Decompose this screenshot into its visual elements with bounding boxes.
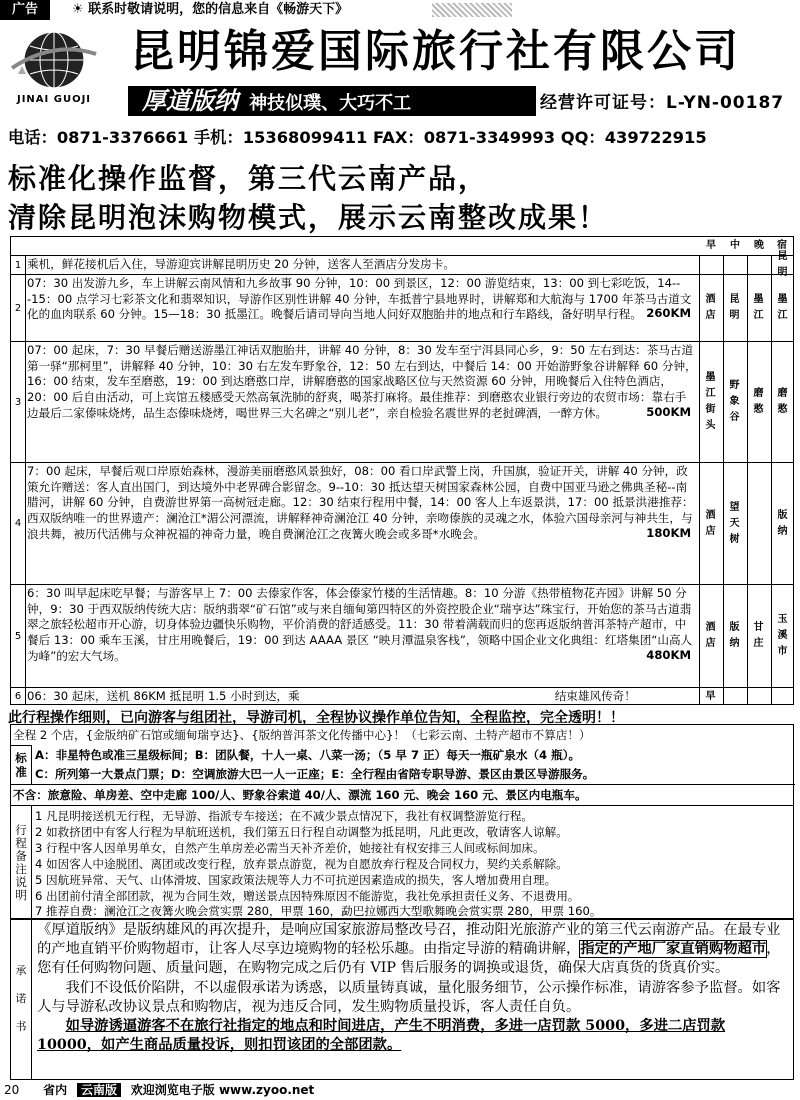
meal-dinner: 磨憨 — [747, 342, 769, 462]
itinerary-day-row — [11, 584, 793, 687]
decorative-hatch — [432, 3, 512, 17]
header-dinner: 晚 — [754, 240, 764, 251]
note-item: 3 行程中客人因单男单女，自然产生单房差必需当天补齐差价，她接社有权安排三人间或标间加床。 — [35, 841, 545, 855]
operation-note: 此行程操作细则，已向游客与组团社，导游司机，全程协议操作单位告知，全程监控，完全透明！！ — [8, 710, 624, 726]
meal-lunch — [723, 688, 745, 705]
distance-km: 480KM — [646, 647, 691, 662]
slogan-banner — [128, 86, 536, 116]
distance-km: 500KM — [646, 404, 691, 419]
distance-km: 180KM — [646, 525, 691, 540]
day-description: 7：00 起床，早餐后观口岸原始森林，漫游美丽磨憨风景独好，08：00 看口岸武警上岗，升国旗，验证开关，讲解 40 分钟，政策允许赠送：客人直出国门，到达境外中老界碑合影留念。9--10：30 抵达望天树国家森林公园，自费中国亚马逊之佛典圣秘--南腊河，讲解 60 分钟，自费游世界第一高树冠走廊。12：30 结束行程用中餐，14：00 客人上车返景洪，17：00 抵景洪港推荐：西双版纳唯一的世界遗产：澜沧江*湄公河漂流，讲解释神奇澜沧江 40 分钟，亲吻傣族的灵魂之水，体验六国母亲河与神共生，与浪共舞，被历代活佛与众神祝福的神奇力量，晚自费澜沧江之夜篝火晚会或多哥*水晚会。 180KM — [27, 464, 694, 541]
day-number: 1 — [11, 256, 26, 274]
lodging: 昆明 — [771, 256, 793, 274]
notes-label: 行程备注说明 — [11, 806, 32, 919]
meal-dinner — [747, 688, 769, 705]
lodging: 墨江 — [771, 275, 793, 341]
meal-breakfast — [699, 256, 721, 274]
license-number: 经营许可证号：L-YN-00187 — [540, 93, 785, 113]
page-number: 20 — [4, 1083, 20, 1097]
itinerary-table — [10, 236, 794, 705]
standard-label: 标准 — [11, 745, 32, 784]
company-name: 昆明锦爱国际旅行社有限公司 — [130, 26, 741, 77]
note-item: 5 因航班异常、天气、山体滑坡、国家政策法规等人力不可抗逆因素造成的损失，客人增加费用自理。 — [35, 873, 557, 887]
day-number: 5 — [11, 585, 26, 687]
itinerary-day-row — [11, 341, 793, 462]
day-description: 06：30 起床，送机 86KM 抵昆明 1.5 小时到达，乘 结束雄风传奇！ — [27, 689, 636, 703]
note-item: 7 推荐自费：澜沧江之夜篝火晚会赏实票 280，甲票 160，勐巴拉娜西大型歌舞晚会赏实票 280，甲票 160。 — [35, 904, 602, 918]
standard-c-e: C：所列第一大景点门票；D：空调旅游大巴一人一正座；E：全行程由省陪专职导游、景区由景区导游服务。 — [35, 767, 595, 781]
slogan-main: 厚道版纳 — [142, 87, 238, 115]
logo-text: JINAI GUOJI — [16, 94, 92, 105]
itinerary-day-row — [11, 274, 793, 341]
note-item: 2 如救挤团中有客人行程为早航班送机，我们第五日行程自动调整为抵昆明，凡此更改，敬请客人谅解。 — [35, 825, 568, 839]
note-item: 1 凡昆明接送机无行程，无导游、指派专车接送；在不减少景点情况下，我社有权调整游览行程。 — [35, 809, 534, 823]
meal-lunch: 昆明 — [723, 275, 745, 341]
meal-breakfast: 墨江街头 — [699, 342, 721, 462]
meal-lunch: 野象谷 — [723, 342, 745, 462]
itinerary-notes — [10, 805, 794, 920]
header-lunch: 中 — [730, 240, 740, 251]
globe-logo-icon — [10, 24, 98, 94]
shop-count-line: 全程 2 个店，{金版纳矿石馆或缅甸瑞亨达}、{版纳普洱茶文化传播中心}！（七彩云南、土特产超市不算店！） — [13, 728, 591, 742]
day-description: 07：30 出发游九乡，车上讲解云南风情和九乡故事 90 分钟，10：00 到景区，12：00 游览结束，13：00 到七彩吃饭，14---15：00 点学习七彩茶文化和翡翠知识，导游作区别性讲解 40 分钟，车抵普宁县地界时，讲解郑和大航海与 1700 年茶马古道文化的血肉联系 60 分钟。15—18：30 抵墨江。晚餐后请司导向当地人问好双胞胎井的地点和行车路线，备好明早行程。 260KM — [27, 276, 692, 322]
ad-strip — [0, 0, 800, 20]
headline-line-1: 标准化操作监督，第三代云南产品， — [8, 162, 489, 195]
distance-km: 260KM — [646, 306, 691, 321]
slogan-sub: 神技似璞、大巧不工 — [249, 93, 412, 114]
day-description: 乘机，鲜花接机后入住，导游迎宾讲解昆明历史 20 分钟，送客人至酒店分发房卡。 — [27, 257, 455, 271]
day-number: 4 — [11, 463, 26, 584]
highlighted-phrase: 指定的产地厂家直销购物超市 — [580, 941, 767, 958]
standard-a-b: A：非星特色或准三星级标间；B：团队餐，十人一桌、八菜一汤；（5 早 7 正）每天一瓶矿泉水（4 瓶）。 — [35, 748, 581, 762]
commitment-label: 承诺书 — [11, 919, 32, 1079]
day-number: 2 — [11, 275, 26, 341]
edition-badge: 云南版 — [77, 1083, 121, 1097]
meal-dinner — [747, 463, 769, 584]
commitment-text: 《厚道版纳》是版纳雄风的再次提升，是响应国家旅游局整改号召，推动阳光旅游产业的第三代云南游产品。在最专业的产地直销平价购物超市，让客人尽享边境购物的轻松乐趣。由指定导游的精确讲解，指定的产地厂家直销购物超市，您有任何购物问题、质量问题，在购物完成之后仍有 VIP 售后服务的调换或退货，确保大店真货的货真价实。 我们不设低价陷阱，不以虚假承诺为诱惑，以质量铸真诚，量化服务细节，公示操作标准，请游客参予监督。如客人与导游私改协议景点和购物店，视为违反合同，发生购物质量投诉，客人责任自负。 如导游诱逼游客不在旅行社指定的地点和时间进店，产生不明消费，多进一店罚款 5000，多进二店罚款 10000，如产生商品质量投诉，则扣罚该团的全部团款。 — [37, 922, 781, 1054]
meal-breakfast: 酒店 — [699, 275, 721, 341]
region-label: 省内 — [43, 1083, 68, 1097]
ad-source-notice: ☀ 联系时敬请说明，您的信息来自《畅游天下》 — [72, 2, 349, 17]
exclusions: 不含：旅意险、单房差、空中走廊 100/人、野象谷索道 40/人、漂流 160 元、晚会 160 元、景区内电瓶车。 — [11, 784, 795, 803]
pricing-block — [10, 724, 794, 806]
lodging: 磨憨 — [771, 342, 793, 462]
page-footer — [0, 1081, 800, 1100]
website-link[interactable]: 欢迎浏览电子版 www.zyoo.net — [130, 1083, 315, 1097]
meal-dinner — [747, 256, 769, 274]
day-description: 07：00 起床，7：30 早餐后赠送游墨江神话双胞胎井，讲解 40 分钟，8：30 发车至宁洱县同心乡，9：50 左右到达：茶马古道第一驿“那柯里”，讲解释 40 分钟，10：30 右左发车野象谷，12：50 左右到达，中餐后 14：00 开始游野象谷讲解释 60 分钟，16：00 结束，发车至磨憨，19：00 到达磨憨口岸，讲解磨憨的国家战略区位与天然资源 60 分钟，用晚餐后入住特色酒店，20：00 后自由活动，可上宾馆五楼感受天然高氧洗肺的舒爽，喝茶打麻将。最佳推荐：到磨憨农业银行旁边的农贸市场：靠右手边最后二家傣味烧烤，品生态傣味烧烤，喝世界三大名碑之“别儿老”，亲自检验名震世界的老挝碑酒，一醉方休。 500KM — [27, 343, 697, 420]
lodging: 版纳 — [771, 463, 793, 584]
meal-dinner: 墨江 — [747, 275, 769, 341]
note-item: 4 如因客人中途脱团、离团或改变行程，放弃景点游览，视为自愿放弃行程及合同权力，契约关系解除。 — [35, 857, 568, 871]
itinerary-day-row — [11, 687, 793, 705]
day-number: 6 — [11, 688, 26, 705]
note-item: 6 出团前付清全部团款，视为合同生效，赠送景点因特殊原因不能游览，我社免承担责任义务、不退费用。 — [35, 889, 580, 903]
itinerary-day-row — [11, 462, 793, 584]
header-breakfast: 早 — [706, 240, 716, 251]
meal-breakfast: 酒店 — [699, 585, 721, 687]
meal-lunch: 望天树 — [723, 463, 745, 584]
meal-lunch: 版纳 — [723, 585, 745, 687]
meal-breakfast: 早 — [699, 688, 721, 705]
lodging: 玉溪市 — [771, 585, 793, 687]
day-description: 6：30 叫早起床吃早餐；与游客早上 7：00 去傣家作客，体会傣家竹楼的生活情趣。8：10 分游《热带植物花卉园》讲解 50 分钟，9：30 于西双版纳传统大店：版纳翡翠“矿石馆”或与来自缅甸第四特区的外资控股企业“瑞亨达”珠宝行，开始您的茶马古道翡翠之旅轻松超市开心游，切身体验边疆快乐购物，平价消费的舒适感受。11：30 带着满载而归的您再返版纳普洱茶特产超市，中餐后 13：00 乘车玉溪，甘庄用晚餐后，19：00 到达 AAAA 景区 “映月潭温泉客栈”，领略中国企业文化典组：红塔集团“山高人为峰”的宏大气场。 480KM — [27, 586, 693, 663]
meal-breakfast: 酒店 — [699, 463, 721, 584]
meal-dinner: 甘庄 — [747, 585, 769, 687]
header-lodging: 宿 — [777, 240, 787, 251]
headline-line-2: 清除昆明泡沫购物模式，展示云南整改成果！ — [8, 201, 609, 234]
meal-lunch — [723, 256, 745, 274]
lodging — [771, 688, 793, 705]
day-number: 3 — [11, 342, 26, 462]
penalty-statement: 如导游诱逼游客不在旅行社指定的地点和时间进店，产生不明消费，多进一店罚款 5000，多进二店罚款 10000，如产生商品质量投诉，则扣罚该团的全部团款。 — [37, 1018, 726, 1054]
commitment-block — [10, 918, 794, 1080]
itinerary-day-row — [11, 251, 793, 278]
contact-line: 电话：0871-3376661 手机：15368099411 FAX：0871-3349993 QQ：439722915 — [8, 128, 707, 147]
ad-badge: 广告 — [0, 0, 50, 20]
